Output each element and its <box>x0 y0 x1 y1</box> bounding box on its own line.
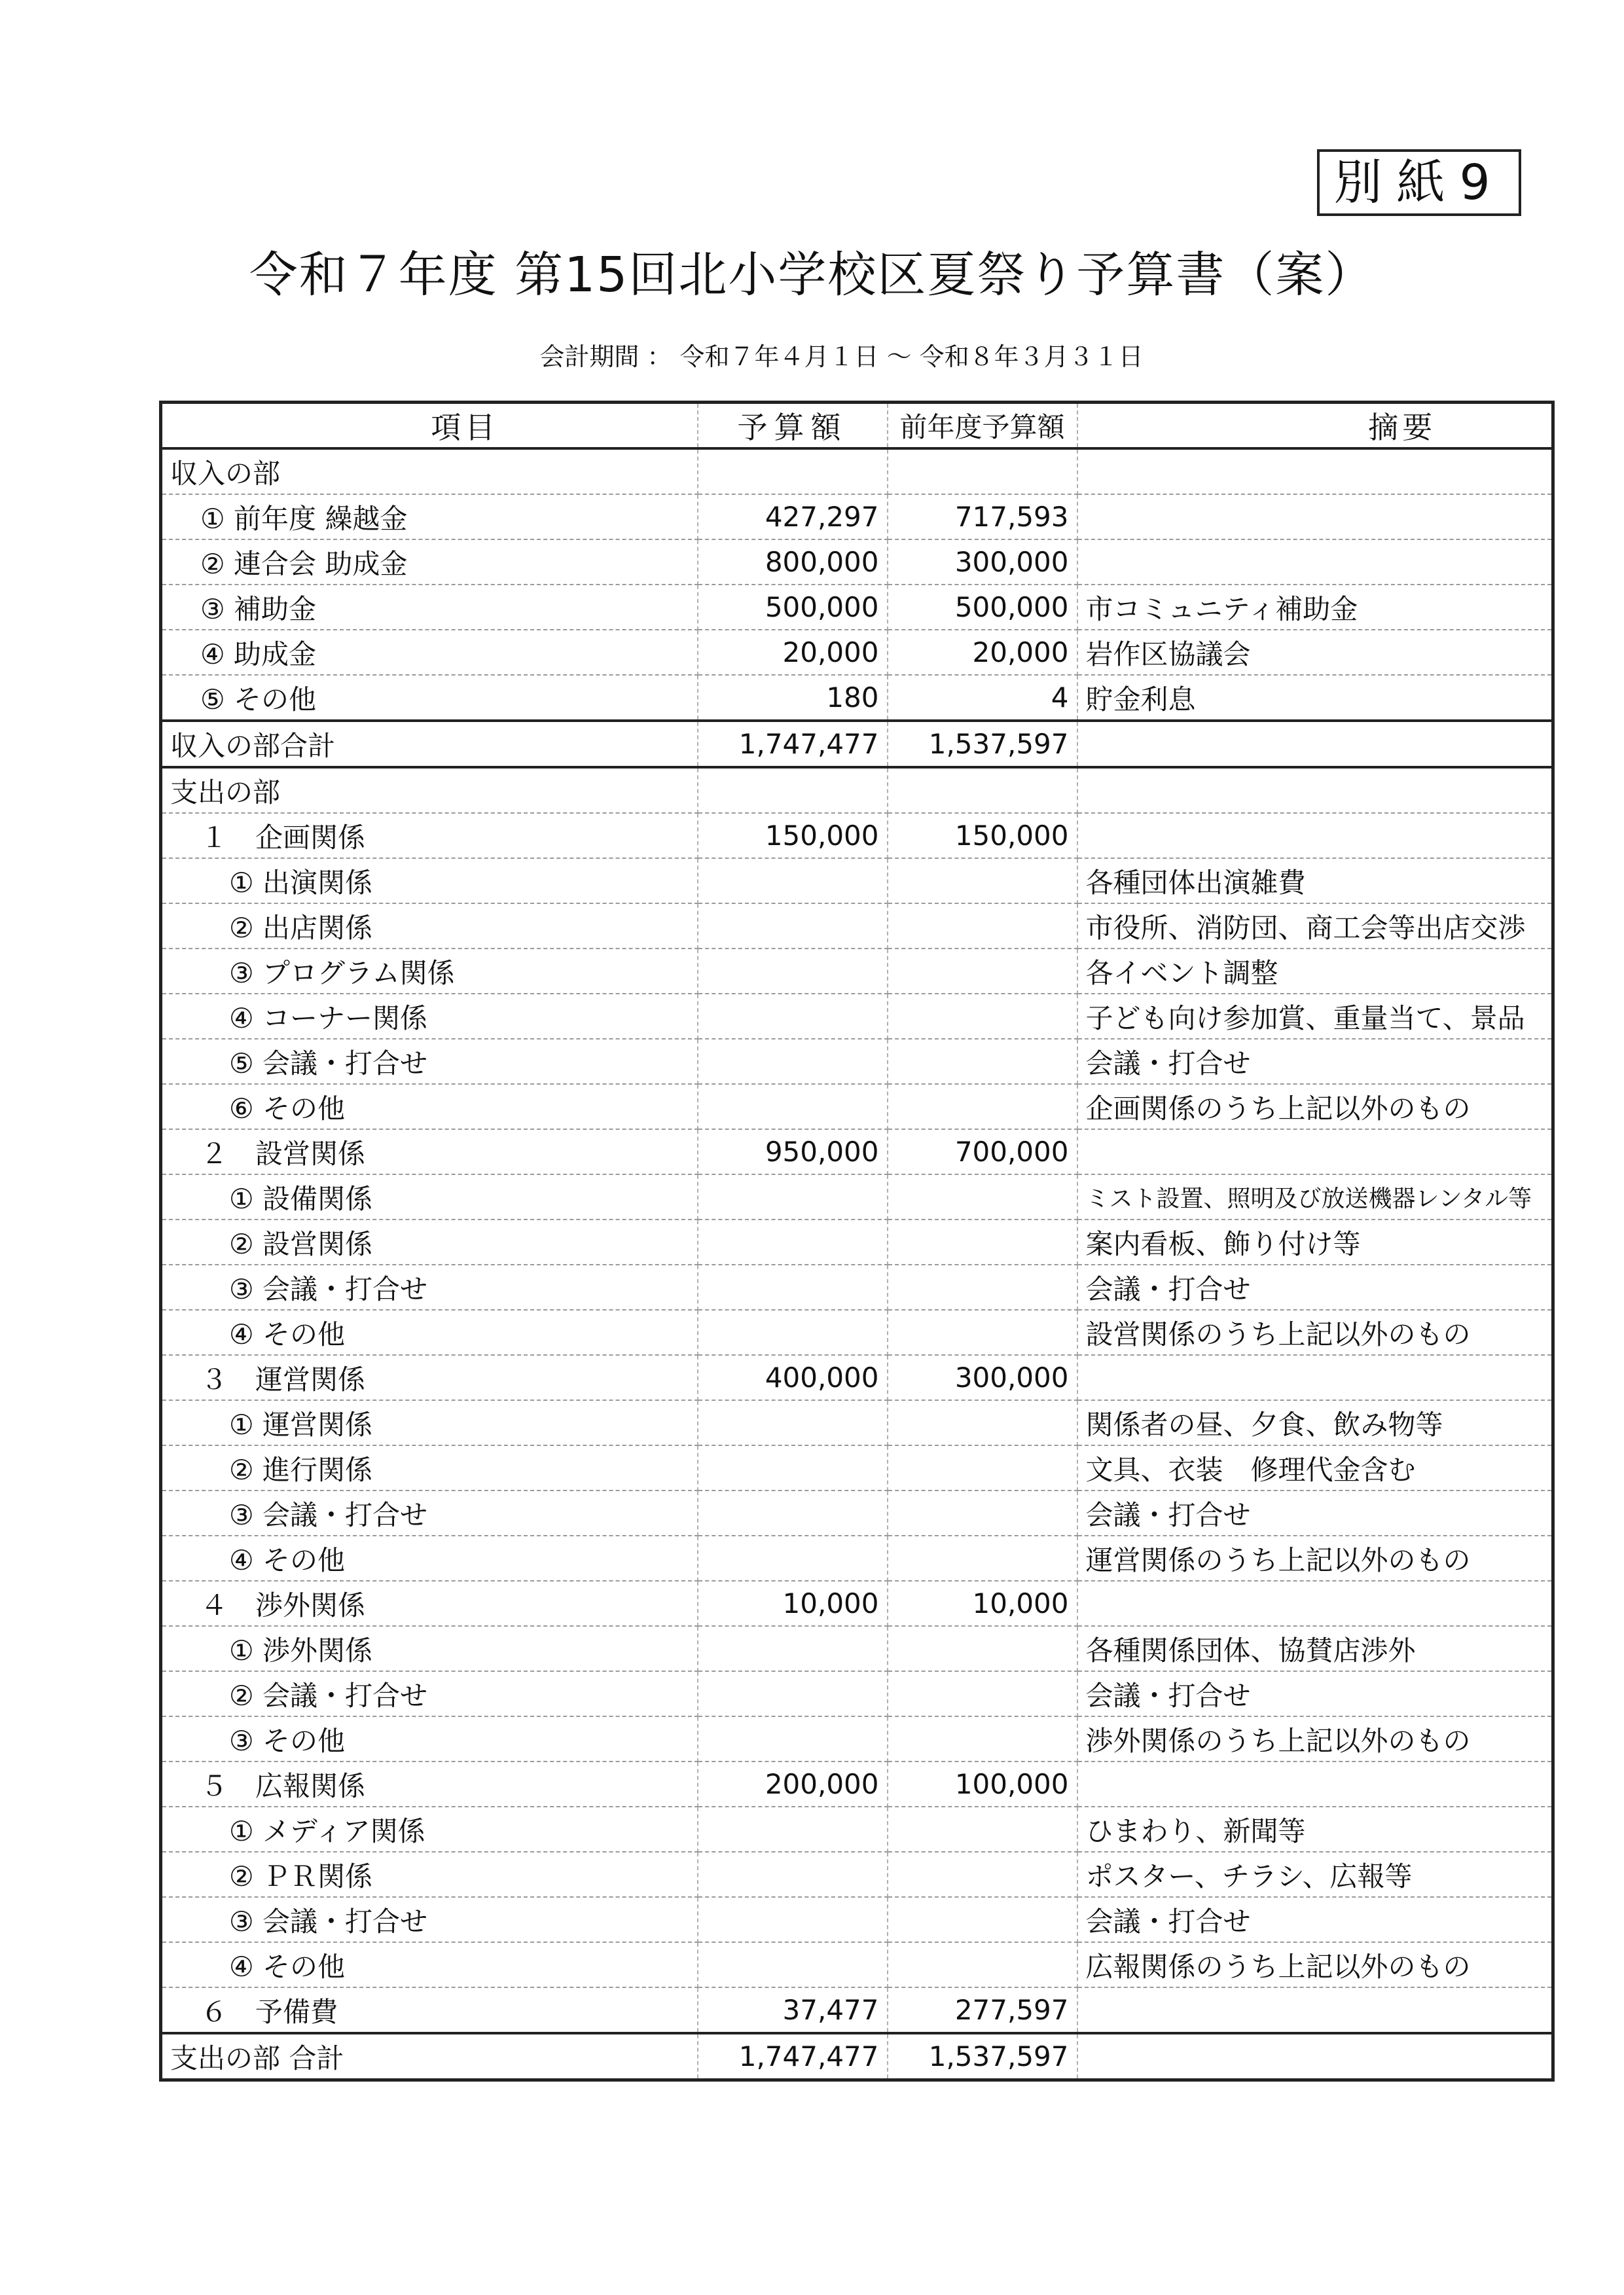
expense-sub-budget <box>698 1084 888 1129</box>
expense-sub-row <box>161 1716 1553 1762</box>
expense-sub-budget <box>698 1039 888 1084</box>
expense-sub-budget <box>698 1942 888 1987</box>
income-total-note <box>1077 721 1553 767</box>
expense-group-note <box>1077 1762 1553 1807</box>
income-note <box>1077 494 1553 539</box>
expense-group-note <box>1077 1355 1553 1400</box>
expense-group-row <box>161 1762 1553 1807</box>
expense-sub-budget <box>698 1220 888 1265</box>
income-total-budget: 1,747,477 <box>698 721 888 767</box>
expense-sub-budget <box>698 1310 888 1355</box>
expense-sub-row <box>161 1220 1553 1265</box>
expense-sub-budget <box>698 1671 888 1716</box>
income-row <box>161 675 1553 721</box>
income-row <box>161 494 1553 539</box>
expense-sub-item: ① 設備関係 <box>161 1174 698 1220</box>
attachment-tag: 別紙9 <box>1317 149 1521 216</box>
expense-sub-prev-budget <box>888 1536 1077 1581</box>
expense-group-budget: 200,000 <box>698 1762 888 1807</box>
expense-sub-prev-budget <box>888 1852 1077 1897</box>
expense-sub-row <box>161 858 1553 903</box>
expense-sub-prev-budget <box>888 1039 1077 1084</box>
expense-sub-prev-budget <box>888 1174 1077 1220</box>
expense-sub-row <box>161 1897 1553 1942</box>
expense-sub-budget <box>698 1807 888 1852</box>
expense-sub-row <box>161 1671 1553 1716</box>
expense-sub-budget <box>698 858 888 903</box>
expense-sub-prev-budget <box>888 903 1077 949</box>
expense-sub-row <box>161 1265 1553 1310</box>
expense-sub-note: 各イベント調整 <box>1077 949 1553 994</box>
expense-sub-prev-budget <box>888 1716 1077 1762</box>
expense-sub-note: 会議・打合せ <box>1077 1039 1553 1084</box>
expense-sub-row <box>161 1174 1553 1220</box>
expense-sub-row <box>161 949 1553 994</box>
expense-sub-note: 設営関係のうち上記以外のもの <box>1077 1310 1553 1355</box>
expense-sub-item: ⑥ その他 <box>161 1084 698 1129</box>
expense-sub-row <box>161 994 1553 1039</box>
expense-group-note <box>1077 1129 1553 1174</box>
expense-group-row <box>161 1987 1553 2033</box>
expense-sub-item: ③ 会議・打合せ <box>161 1897 698 1942</box>
expense-sub-item: ④ その他 <box>161 1536 698 1581</box>
expense-sub-note: 運営関係のうち上記以外のもの <box>1077 1536 1553 1581</box>
expense-sub-budget <box>698 1174 888 1220</box>
expense-group-item: ２ 設営関係 <box>161 1129 698 1174</box>
expense-sub-note: 会議・打合せ <box>1077 1491 1553 1536</box>
expense-group-item: ３ 運営関係 <box>161 1355 698 1400</box>
expense-sub-budget <box>698 1716 888 1762</box>
expense-group-prev-budget: 10,000 <box>888 1581 1077 1626</box>
income-prev-budget: 4 <box>888 675 1077 721</box>
expense-group-budget: 37,477 <box>698 1987 888 2033</box>
income-total-label: 収入の部合計 <box>161 721 698 767</box>
expense-sub-item: ① メディア関係 <box>161 1807 698 1852</box>
income-section-row <box>161 448 1553 494</box>
expense-sub-budget <box>698 1445 888 1491</box>
expense-sub-item: ② ＰＲ関係 <box>161 1852 698 1897</box>
expense-sub-prev-budget <box>888 1671 1077 1716</box>
expense-sub-budget <box>698 1400 888 1445</box>
expense-sub-item: ② 出店関係 <box>161 903 698 949</box>
table-header-row <box>161 403 1553 449</box>
expense-sub-note: ポスター、チラシ、広報等 <box>1077 1852 1553 1897</box>
expense-group-row <box>161 1581 1553 1626</box>
expense-sub-item: ⑤ 会議・打合せ <box>161 1039 698 1084</box>
expense-group-row <box>161 813 1553 858</box>
expense-group-prev-budget: 100,000 <box>888 1762 1077 1807</box>
income-item: ② 連合会 助成金 <box>161 539 698 585</box>
expense-sub-row <box>161 1310 1553 1355</box>
expense-sub-row <box>161 1852 1553 1897</box>
expense-total-row <box>161 2033 1553 2080</box>
expense-sub-note: 渉外関係のうち上記以外のもの <box>1077 1716 1553 1762</box>
income-prev-budget: 300,000 <box>888 539 1077 585</box>
expense-sub-item: ② 進行関係 <box>161 1445 698 1491</box>
expense-sub-prev-budget <box>888 858 1077 903</box>
income-budget: 800,000 <box>698 539 888 585</box>
expense-sub-row <box>161 1039 1553 1084</box>
income-item: ④ 助成金 <box>161 630 698 675</box>
expense-group-row <box>161 1355 1553 1400</box>
income-section-title: 収入の部 <box>161 448 698 494</box>
expense-sub-item: ① 渉外関係 <box>161 1626 698 1671</box>
expense-sub-prev-budget <box>888 1445 1077 1491</box>
expense-sub-budget <box>698 1536 888 1581</box>
income-note <box>1077 539 1553 585</box>
expense-sub-row <box>161 1084 1553 1129</box>
expense-sub-note: 会議・打合せ <box>1077 1265 1553 1310</box>
expense-sub-budget <box>698 1626 888 1671</box>
expense-sub-budget <box>698 994 888 1039</box>
expense-sub-budget <box>698 1265 888 1310</box>
expense-sub-row <box>161 1942 1553 1987</box>
expense-sub-budget <box>698 1491 888 1536</box>
expense-sub-note: 各種団体出演雑費 <box>1077 858 1553 903</box>
income-row <box>161 630 1553 675</box>
expense-sub-prev-budget <box>888 1310 1077 1355</box>
expense-sub-row <box>161 1807 1553 1852</box>
income-budget: 500,000 <box>698 585 888 630</box>
expense-sub-prev-budget <box>888 1807 1077 1852</box>
income-total-prev-budget: 1,537,597 <box>888 721 1077 767</box>
expense-sub-prev-budget <box>888 994 1077 1039</box>
expense-sub-budget <box>698 949 888 994</box>
expense-sub-item: ④ コーナー関係 <box>161 994 698 1039</box>
expense-group-note <box>1077 1581 1553 1626</box>
expense-sub-note: 会議・打合せ <box>1077 1897 1553 1942</box>
expense-sub-item: ① 運営関係 <box>161 1400 698 1445</box>
expense-sub-row <box>161 1400 1553 1445</box>
income-prev-budget: 20,000 <box>888 630 1077 675</box>
expense-group-row <box>161 1129 1553 1174</box>
expense-group-item: ６ 予備費 <box>161 1987 698 2033</box>
header-prev-budget: 前年度予算額 <box>888 403 1077 449</box>
income-prev-budget: 717,593 <box>888 494 1077 539</box>
header-note: 摘要 <box>1077 403 1553 449</box>
expense-sub-row <box>161 1445 1553 1491</box>
expense-sub-prev-budget <box>888 1084 1077 1129</box>
income-note: 市コミュニティ補助金 <box>1077 585 1553 630</box>
expense-group-budget: 10,000 <box>698 1581 888 1626</box>
expense-sub-row <box>161 1491 1553 1536</box>
expense-total-note <box>1077 2033 1553 2080</box>
expense-sub-budget <box>698 903 888 949</box>
empty-cell <box>698 767 888 813</box>
expense-group-item: ４ 渉外関係 <box>161 1581 698 1626</box>
budget-table <box>159 401 1555 2082</box>
expense-group-budget: 400,000 <box>698 1355 888 1400</box>
expense-sub-note: 広報関係のうち上記以外のもの <box>1077 1942 1553 1987</box>
expense-sub-item: ③ 会議・打合せ <box>161 1491 698 1536</box>
expense-sub-note: 文具、衣装 修理代金含む <box>1077 1445 1553 1491</box>
income-budget: 20,000 <box>698 630 888 675</box>
income-item: ⑤ その他 <box>161 675 698 721</box>
income-budget: 427,297 <box>698 494 888 539</box>
income-item: ③ 補助金 <box>161 585 698 630</box>
income-row <box>161 539 1553 585</box>
expense-sub-item: ③ プログラム関係 <box>161 949 698 994</box>
expense-sub-note: 案内看板、飾り付け等 <box>1077 1220 1553 1265</box>
expense-sub-item: ④ その他 <box>161 1942 698 1987</box>
income-item: ① 前年度 繰越金 <box>161 494 698 539</box>
expense-sub-prev-budget <box>888 1942 1077 1987</box>
expense-sub-item: ① 出演関係 <box>161 858 698 903</box>
expense-sub-note: 各種関係団体、協賛店渉外 <box>1077 1626 1553 1671</box>
expense-group-item: １ 企画関係 <box>161 813 698 858</box>
empty-cell <box>1077 767 1553 813</box>
expense-sub-note: ミスト設置、照明及び放送機器レンタル等 <box>1077 1174 1553 1220</box>
expense-sub-prev-budget <box>888 1265 1077 1310</box>
expense-sub-prev-budget <box>888 1400 1077 1445</box>
expense-group-budget: 950,000 <box>698 1129 888 1174</box>
accounting-period: 会計期間 ： 令和７年４月１日 ～ 令和８年３月３１日 <box>539 342 1144 371</box>
income-note: 貯金利息 <box>1077 675 1553 721</box>
expense-sub-note: 関係者の昼、夕食、飲み物等 <box>1077 1400 1553 1445</box>
expense-sub-row <box>161 903 1553 949</box>
expense-sub-row <box>161 1536 1553 1581</box>
expense-sub-budget <box>698 1852 888 1897</box>
expense-group-prev-budget: 277,597 <box>888 1987 1077 2033</box>
expense-total-prev-budget: 1,537,597 <box>888 2033 1077 2080</box>
expense-sub-prev-budget <box>888 949 1077 994</box>
expense-group-prev-budget: 300,000 <box>888 1355 1077 1400</box>
expense-sub-note: 会議・打合せ <box>1077 1671 1553 1716</box>
page-title: 令和７年度 第15回北小学校区夏祭り予算書（案） <box>249 247 1375 303</box>
expense-sub-item: ② 設営関係 <box>161 1220 698 1265</box>
income-total-row <box>161 721 1553 767</box>
income-budget: 180 <box>698 675 888 721</box>
expense-section-title: 支出の部 <box>161 767 698 813</box>
table-body <box>161 448 1553 2080</box>
income-note: 岩作区協議会 <box>1077 630 1553 675</box>
empty-cell <box>888 767 1077 813</box>
expense-sub-note: 子ども向け参加賞、重量当て、景品 <box>1077 994 1553 1039</box>
expense-sub-item: ④ その他 <box>161 1310 698 1355</box>
expense-sub-item: ③ その他 <box>161 1716 698 1762</box>
expense-sub-row <box>161 1626 1553 1671</box>
expense-group-note <box>1077 1987 1553 2033</box>
expense-sub-item: ③ 会議・打合せ <box>161 1265 698 1310</box>
expense-sub-item: ② 会議・打合せ <box>161 1671 698 1716</box>
expense-sub-budget <box>698 1897 888 1942</box>
expense-sub-prev-budget <box>888 1491 1077 1536</box>
expense-section-row <box>161 767 1553 813</box>
expense-total-budget: 1,747,477 <box>698 2033 888 2080</box>
expense-group-budget: 150,000 <box>698 813 888 858</box>
expense-group-note <box>1077 813 1553 858</box>
expense-sub-prev-budget <box>888 1220 1077 1265</box>
income-prev-budget: 500,000 <box>888 585 1077 630</box>
expense-group-prev-budget: 700,000 <box>888 1129 1077 1174</box>
expense-sub-note: ひまわり、新聞等 <box>1077 1807 1553 1852</box>
income-row <box>161 585 1553 630</box>
expense-sub-prev-budget <box>888 1626 1077 1671</box>
expense-total-label: 支出の部 合計 <box>161 2033 698 2080</box>
expense-sub-prev-budget <box>888 1897 1077 1942</box>
expense-group-item: ５ 広報関係 <box>161 1762 698 1807</box>
expense-sub-note: 市役所、消防団、商工会等出店交渉 <box>1077 903 1553 949</box>
header-budget: 予算額 <box>698 403 888 449</box>
header-item: 項目 <box>161 403 698 449</box>
expense-group-prev-budget: 150,000 <box>888 813 1077 858</box>
expense-sub-note: 企画関係のうち上記以外のもの <box>1077 1084 1553 1129</box>
